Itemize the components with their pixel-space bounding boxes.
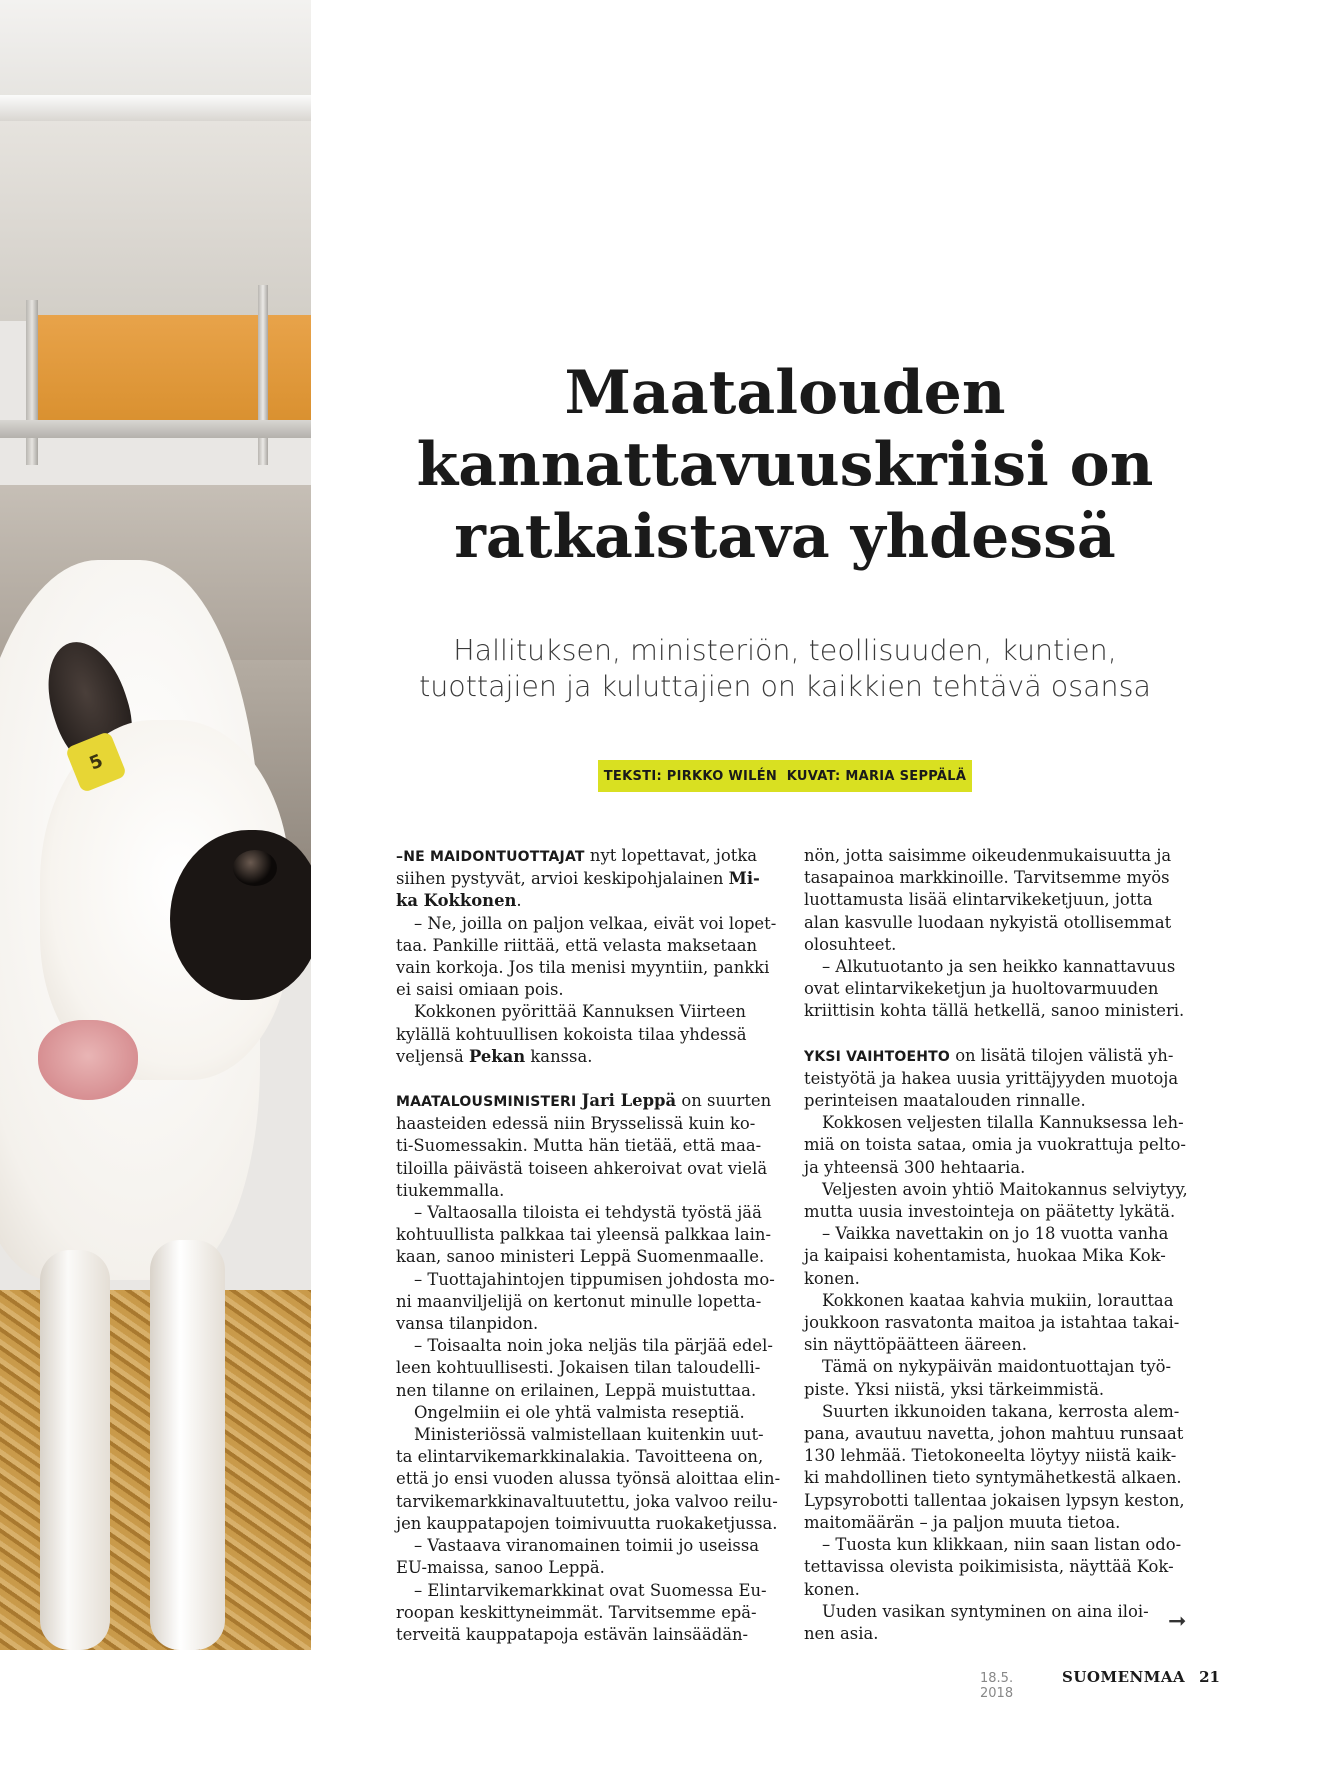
paragraph: –NE MAIDONTUOTTAJAT nyt lopettavat, jotka	[396, 846, 758, 865]
paragraph-line: veljensä Pekan kanssa.	[396, 1046, 593, 1066]
paragraph-line: nen asia.	[804, 1623, 879, 1643]
paragraph-line: että jo ensi vuoden alussa työnsä aloittaa elin-	[396, 1469, 781, 1489]
paragraph-line: ni maanviljelijä on kertonut minulle lopetta-	[396, 1291, 762, 1311]
paragraph-line: perinteisen maatalouden rinnalle.	[804, 1091, 1086, 1111]
barn-beam	[0, 95, 311, 121]
paragraph: Kokkonen kaataa kahvia mukiin, lorauttaa	[822, 1290, 1174, 1310]
paragraph: Veljesten avoin yhtiö Maitokannus selviytyy,	[822, 1179, 1188, 1199]
paragraph-line: tiloilla päivästä toiseen ahkeroivat ovat vielä	[396, 1158, 768, 1178]
paragraph: Suurten ikkunoiden takana, kerrosta alem-	[822, 1401, 1180, 1421]
paragraph-line: ti-Suomessakin. Mutta hän tietää, että maa-	[396, 1136, 762, 1156]
paragraph-line: mutta uusia investointeja on päätetty lykätä.	[804, 1202, 1176, 1222]
paragraph: – Valtaosalla tiloista ei tehdystä työstä jää	[414, 1203, 762, 1223]
calf-leg	[150, 1240, 225, 1650]
calf-eye	[233, 850, 277, 886]
text-column-left	[396, 845, 781, 1646]
calf-nose	[38, 1020, 138, 1100]
paragraph: Tämä on nykypäivän maidontuottajan työ-	[822, 1357, 1172, 1377]
paragraph: Uuden vasikan syntyminen on aina iloi-	[822, 1601, 1149, 1621]
metal-post	[26, 300, 38, 465]
paragraph-line: siihen pystyvät, arvioi keskipohjalainen Mi-	[396, 869, 760, 889]
paragraph-line: ka Kokkonen.	[396, 891, 522, 911]
paragraph: – Ne, joilla on paljon velkaa, eivät voi lopet-	[414, 913, 777, 933]
page-number: 21	[1199, 1668, 1220, 1686]
paragraph: Ministeriössä valmistellaan kuitenkin uut-	[414, 1425, 764, 1445]
paragraph-line: tiukemmalla.	[396, 1180, 505, 1200]
calf-leg	[40, 1250, 110, 1650]
paragraph-line: tettavissa olevista poikimisista, näyttää Kok-	[804, 1557, 1174, 1577]
paragraph-line: terveitä kauppatapoja estävän lainsäädän-	[396, 1624, 749, 1644]
paragraph-line: teistyötä ja hakea uusia yrittäjyyden muotoja	[804, 1068, 1179, 1088]
paragraph-line: ja kaipaisi kohentamista, huokaa Mika Kok-	[804, 1246, 1166, 1266]
paragraph-line: haasteiden edessä niin Brysselissä kuin ko-	[396, 1114, 756, 1134]
paragraph: – Vaikka navettakin on jo 18 vuotta vanha	[822, 1224, 1169, 1244]
paragraph-line: Lypsyrobotti tallentaa jokaisen lypsyn keston,	[804, 1490, 1185, 1510]
paragraph-line: alan kasvulle luodaan nykyistä otollisemmat	[804, 912, 1172, 932]
issue-date: 18.5. 2018	[980, 1671, 1014, 1701]
paragraph: Kokkonen pyörittää Kannuksen Viirteen	[414, 1002, 746, 1022]
paragraph-line: piste. Yksi niistä, yksi tärkeimmistä.	[804, 1379, 1105, 1399]
ear-tag: 5	[65, 731, 127, 793]
paragraph-line: taa. Pankille riittää, että velasta maksetaan	[396, 935, 758, 955]
byline-bar	[598, 760, 972, 792]
orange-panel	[36, 315, 311, 425]
continue-arrow-icon: ➞	[1168, 1609, 1187, 1634]
magazine-name: SUOMENMAA	[1062, 1668, 1186, 1686]
paragraph-line: nön, jotta saisimme oikeudenmukaisuutta ja	[804, 846, 1172, 865]
metal-post	[258, 285, 268, 465]
paragraph-line: pana, avautuu navetta, johon mahtuu runsaat	[804, 1424, 1184, 1444]
paragraph-line: kaan, sanoo ministeri Leppä Suomenmaalle.	[396, 1247, 765, 1267]
metal-rail	[0, 420, 311, 438]
paragraph-line: kriittisin kohta tällä hetkellä, sanoo ministeri.	[804, 1001, 1185, 1021]
paragraph: – Vastaava viranomainen toimii jo useissa	[414, 1536, 760, 1556]
paragraph-line: ei saisi omiaan pois.	[396, 980, 564, 1000]
calf-photo	[0, 0, 311, 1650]
paragraph-line: sin näyttöpäätteen ääreen.	[804, 1335, 1027, 1355]
paragraph-line: maitomäärän – ja paljon muuta tietoa.	[804, 1512, 1121, 1532]
article-standfirst: Hallituksen, ministeriön, teollisuuden, kuntien, tuottajien ja kuluttajien on kaikkien tehtävä osansa	[419, 634, 1151, 703]
paragraph: YKSI VAIHTOEHTO on lisätä tilojen välistä yh-	[804, 1045, 1174, 1065]
paragraph: – Tuottajahintojen tippumisen johdosta mo-	[414, 1269, 775, 1289]
text-column-right	[804, 845, 1188, 1645]
paragraph-line: luottamusta lisää elintarvikeketjuun, jotta	[804, 890, 1153, 910]
paragraph-line: vansa tilanpidon.	[396, 1314, 539, 1334]
paragraph: Ongelmiin ei ole yhtä valmista reseptiä.	[414, 1402, 745, 1422]
byline-text: TEKSTI: PIRKKO WILÉN KUVAT: MARIA SEPPÄLÄ	[603, 768, 967, 784]
paragraph-line: EU-maissa, sanoo Leppä.	[396, 1558, 605, 1578]
paragraph-line: leen kohtuullisesti. Jokaisen tilan taloudelli-	[396, 1358, 761, 1378]
page-footer	[980, 1668, 1220, 1701]
paragraph-line: vain korkoja. Jos tila menisi myyntiin, pankki	[396, 958, 770, 978]
paragraph-line: kohtuullista palkkaa tai yleensä palkkaa lain-	[396, 1225, 772, 1245]
paragraph-line: ta elintarvikemarkkinalakia. Tavoitteena on,	[396, 1447, 764, 1467]
paragraph-line: roopan keskittyneimmät. Tarvitsemme epä-	[396, 1602, 757, 1622]
paragraph-line: ovat elintarvikeketjun ja huoltovarmuuden	[804, 979, 1159, 999]
paragraph: – Toisaalta noin joka neljäs tila pärjää edel-	[414, 1336, 773, 1356]
paragraph-line: 130 lehmää. Tietokoneelta löytyy niistä kaik-	[804, 1446, 1177, 1466]
paragraph-line: konen.	[804, 1268, 860, 1288]
paragraph-line: tarvikemarkkinavaltuutettu, joka valvoo reilu-	[396, 1491, 778, 1511]
paragraph: Kokkosen veljesten tilalla Kannuksessa leh-	[822, 1113, 1184, 1133]
paragraph: MAATALOUSMINISTERI Jari Leppä on suurten	[396, 1091, 772, 1111]
paragraph-line: ki mahdollinen tieto syntymähetkestä alkaen.	[804, 1468, 1182, 1488]
paragraph: – Alkutuotanto ja sen heikko kannattavuus	[822, 957, 1176, 977]
paragraph-line: joukkoon rasvatonta maitoa ja istahtaa takai-	[804, 1313, 1180, 1333]
article-headline: Maatalouden kannattavuuskriisi on ratkaistava yhdessä	[416, 358, 1154, 572]
paragraph-line: kylällä kohtuullisen kokoista tilaa yhdessä	[396, 1024, 747, 1044]
paragraph-line: konen.	[804, 1579, 860, 1599]
paragraph-line: jen kauppatapojen toimivuutta ruokaketjussa.	[396, 1513, 778, 1533]
paragraph-line: tasapainoa markkinoille. Tarvitsemme myös	[804, 868, 1170, 888]
paragraph: – Elintarvikemarkkinat ovat Suomessa Eu-	[414, 1580, 767, 1600]
paragraph-line: miä on toista sataa, omia ja vuokrattuja pelto-	[804, 1135, 1186, 1155]
paragraph-line: ja yhteensä 300 hehtaaria.	[804, 1157, 1026, 1177]
paragraph-line: nen tilanne on erilainen, Leppä muistuttaa.	[396, 1380, 757, 1400]
paragraph: – Tuosta kun klikkaan, niin saan listan odo-	[822, 1535, 1182, 1555]
paragraph-line: olosuhteet.	[804, 934, 897, 954]
